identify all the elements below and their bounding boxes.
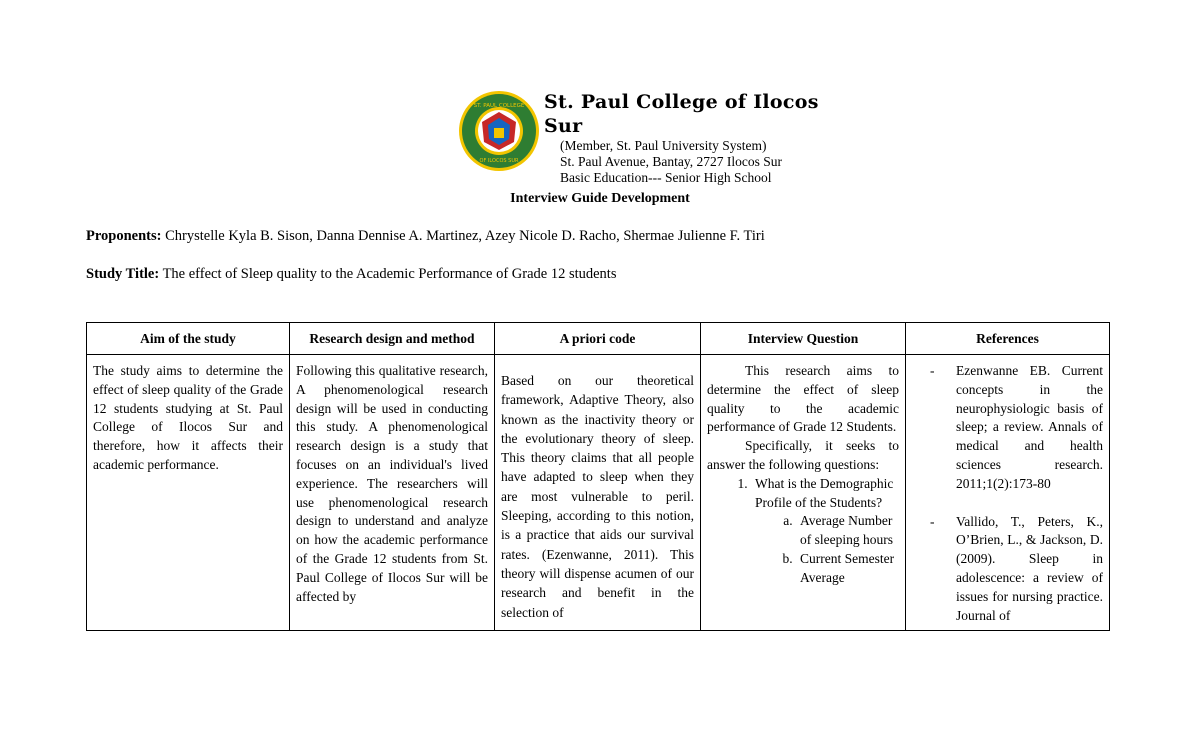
dash-marker: -	[930, 513, 935, 529]
table-header-row	[87, 323, 1110, 355]
list-item	[751, 475, 899, 588]
institution-address: St. Paul Avenue, Bantay, 2727 Ilocos Sur	[560, 154, 782, 169]
list-item: a. Average Number of sleeping hours	[796, 512, 899, 550]
document-title: Interview Guide Development	[510, 191, 690, 206]
header-apriori: A priori code	[495, 323, 701, 355]
sub-question-list	[755, 512, 899, 587]
dash-marker: -	[930, 363, 935, 378]
table-row	[87, 355, 1110, 631]
question-list	[707, 475, 899, 588]
cell-aim: The study aims to determine the effect of sleep quality of the Grade 12 students studying at St. Paul College of Ilocos Sur and therefore, how it affects their academic performance.	[87, 355, 290, 631]
svg-text:OF ILOCOS SUR: OF ILOCOS SUR	[479, 158, 519, 164]
seal-arc-text: ST. PAUL COLLEGE	[473, 103, 525, 109]
question-text: What is the Demographic Profile of the Students?	[755, 475, 894, 510]
interview-guide-table	[86, 322, 1110, 631]
cell-references	[906, 355, 1110, 631]
college-seal-logo	[458, 90, 540, 172]
cell-question	[701, 355, 906, 631]
reference-text: Vallido, T., Peters, K., O’Brien, L., & Jackson, D. (2009). Sleep in adolescence: a review of issues for nursing practice. Journal of	[956, 513, 1103, 623]
institution-name: St. Paul College of Ilocos Sur	[544, 91, 819, 137]
institution-division: Basic Education--- Senior High School	[560, 170, 772, 185]
header-design: Research design and method	[290, 323, 495, 355]
cell-design: Following this qualitative research, A phenomenological research design will be used in conducting this study. A phenomenological research design is a study that focuses on an individual's lived experience. The researchers will use phenomenological research design to understand and analyze on how the academic performance of the Grade 12 students from St. Paul College of Ilocos Sur will be affected by	[290, 355, 495, 631]
proponents-line	[86, 228, 765, 245]
reference-list	[912, 362, 1103, 625]
header-aim: Aim of the study	[87, 323, 290, 355]
cell-apriori: Based on our theoretical framework, Adaptive Theory, also known as the inactivity theory or the evolutionary theory of sleep. This theory claims that all people have adapted to sleep when they are most vulnerable to peril. Sleeping, according to this notion, is a practice that aids our survival rates. (Ezenwanne, 2011). This theory will dispense acumen of our research and benefit in the selection of	[495, 355, 701, 631]
study-title-label: Study Title:	[86, 266, 160, 282]
study-title-text: The effect of Sleep quality to the Academic Performance of Grade 12 students	[162, 266, 617, 282]
proponents-label: Proponents:	[86, 228, 162, 244]
list-item: b. Current Semester Average	[796, 550, 899, 588]
proponents-names: Chrystelle Kyla B. Sison, Danna Dennise A. Martinez, Azey Nicole D. Racho, Shermae Julienne F. Tiri	[165, 228, 765, 244]
study-title-line	[86, 266, 616, 283]
list-item	[912, 513, 1103, 626]
question-intro: This research aims to determine the effect of sleep quality to the academic performance of Grade 12 Students.	[707, 363, 899, 435]
question-lead: Specifically, it seeks to answer the following questions:	[707, 438, 899, 472]
header-references: References	[906, 323, 1110, 355]
letterhead	[458, 90, 858, 185]
reference-text: Ezenwanne EB. Current concepts in the neurophysiologic basis of sleep; a review. Annals of medical and health sciences research. 2011;1(2):173-80	[956, 363, 1103, 491]
institution-member: (Member, St. Paul University System)	[560, 138, 767, 153]
header-question: Interview Question	[701, 323, 906, 355]
list-item	[912, 362, 1103, 494]
